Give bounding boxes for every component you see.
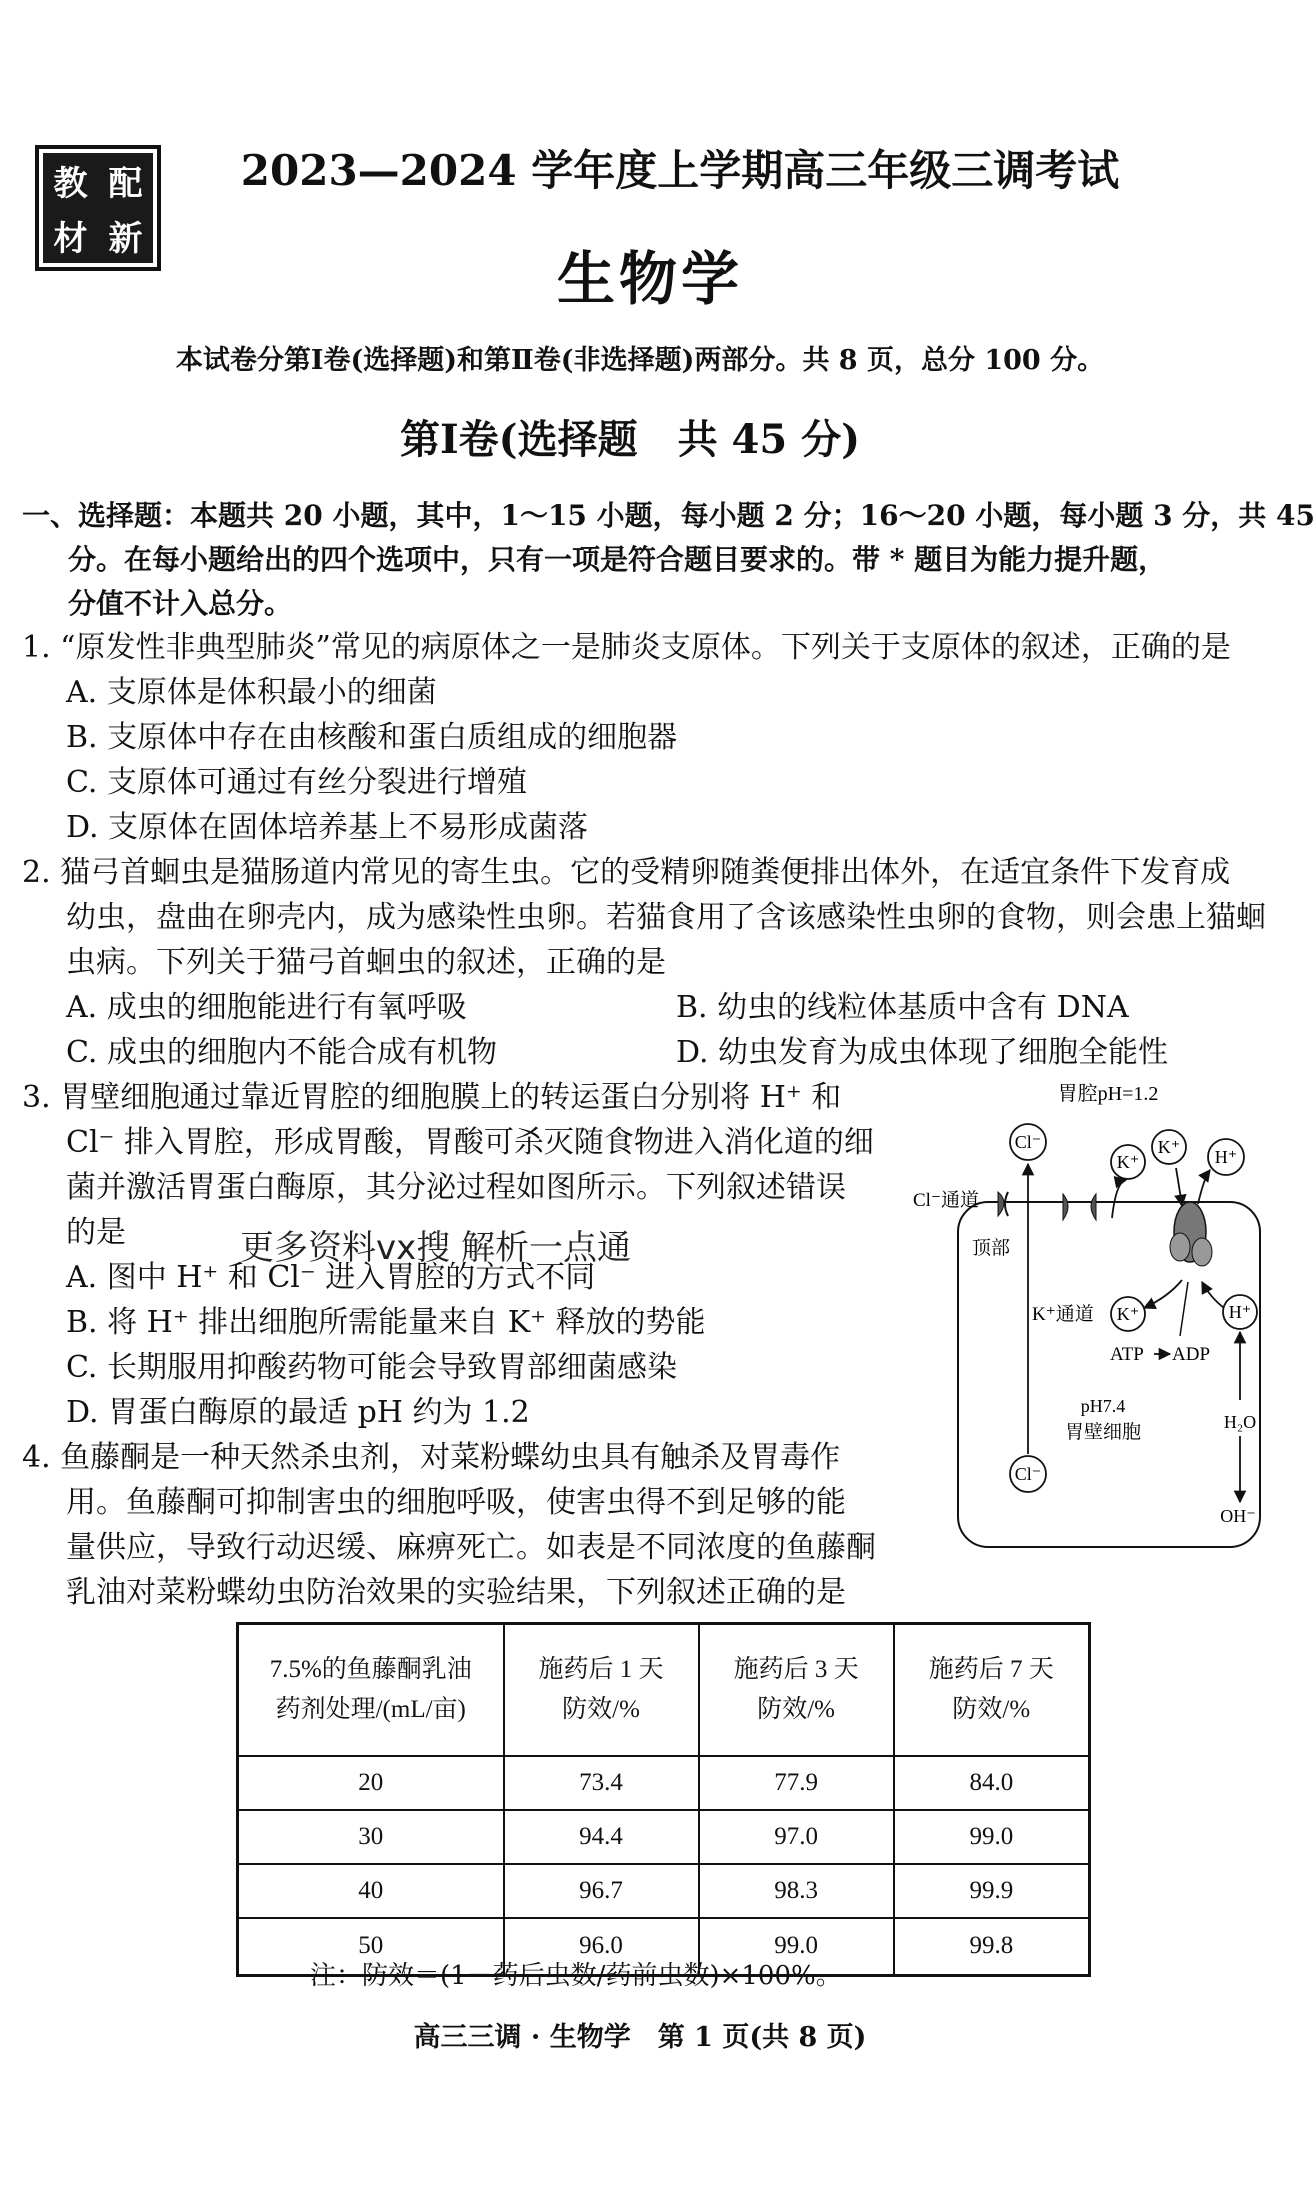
atp-label: ATP [1110, 1344, 1144, 1365]
efficacy-table [236, 1622, 1091, 1977]
k-influx-arrow [1176, 1168, 1182, 1206]
logo-char: 教 [53, 164, 88, 204]
k-ion-cell-label: K⁺ [1116, 1304, 1140, 1324]
question-2-stem: 2. 猫弓首蛔虫是猫肠道内常见的寄生虫。它的受精卵随粪便排出体外，在适宜条件下发育成 [22, 855, 1231, 890]
table-cell: 40 [238, 1864, 504, 1918]
h-ion-cell-label: H⁺ [1228, 1302, 1252, 1322]
question-1-option-b: B. 支原体中存在由核酸和蛋白质组成的细胞器 [66, 720, 678, 755]
table-cell: 99.0 [894, 1810, 1090, 1864]
apex-label: 顶部 [972, 1238, 1011, 1259]
question-3-stem: Cl⁻ 排入胃腔，形成胃酸，胃酸可杀灭随食物进入消化道的细 [66, 1125, 874, 1160]
question-2-stem: 幼虫，盘曲在卵壳内，成为感染性虫卵。若猫食用了含该感染性虫卵的食物，则会患上猫蛔 [66, 900, 1266, 935]
subject-title: 生物学 [556, 245, 743, 313]
cell-name-label: 胃壁细胞 [1064, 1422, 1142, 1443]
question-1-option-a: A. 支原体是体积最小的细菌 [66, 675, 437, 710]
k-inside-arrow [1144, 1280, 1182, 1308]
table-cell: 96.0 [504, 1918, 699, 1976]
table-cell: 99.0 [699, 1918, 894, 1976]
question-3-stem: 菌并激活胃蛋白酶原，其分泌过程如图所示。下列叙述错误 [66, 1170, 846, 1205]
table-cell: 50 [238, 1918, 504, 1976]
table-row [238, 1810, 1090, 1864]
section-title: 第Ⅰ卷(选择题 共 45 分) [399, 416, 861, 463]
question-2-option-b: B. 幼虫的线粒体基质中含有 DNA [676, 990, 1129, 1025]
k-channel [1091, 1194, 1096, 1220]
cl-ion-lumen-label: Cl⁻ [1014, 1132, 1042, 1152]
page-footer: 高三三调 · 生物学 第 1 页(共 8 页) [413, 2022, 867, 2053]
table-cell: 20 [238, 1756, 504, 1810]
h2o-label: H₂O [1223, 1412, 1257, 1432]
parietal-cell-diagram [913, 1082, 1270, 1552]
k-channel-label: K⁺通道 [1032, 1304, 1094, 1325]
question-4-stem: 乳油对菜粉蝶幼虫防治效果的实验结果，下列叙述正确的是 [66, 1575, 846, 1610]
table-header-row [238, 1624, 1090, 1756]
cell-ph-label: pH7.4 [1080, 1396, 1126, 1416]
instructions-line: 分值不计入总分。 [68, 587, 293, 620]
table-cell: 30 [238, 1810, 504, 1864]
table-cell: 99.9 [894, 1864, 1090, 1918]
cl-channel-label: Cl⁻通道 [913, 1190, 979, 1211]
question-1-option-d: D. 支原体在固体培养基上不易形成菌落 [66, 810, 589, 845]
question-4-stem: 量供应，导致行动迟缓、麻痹死亡。如表是不同浓度的鱼藤酮 [66, 1530, 876, 1565]
table-cell: 94.4 [504, 1810, 699, 1864]
question-3-option-d: D. 胃蛋白酶原的最适 pH 约为 1.2 [66, 1395, 530, 1430]
h-efflux-arrow [1198, 1170, 1210, 1204]
question-4-stem: 4. 鱼藤酮是一种天然杀虫剂，对菜粉蝶幼虫具有触杀及胃毒作 [22, 1440, 841, 1475]
watermark-text: 更多资料vx搜 解析一点通 [240, 1228, 632, 1268]
h-inside-arrow [1202, 1282, 1224, 1308]
h-ion-lumen-label: H⁺ [1214, 1147, 1238, 1167]
exam-title: 2023—2024 学年度上学期高三年级三调考试 [240, 146, 1120, 195]
table-cell: 96.7 [504, 1864, 699, 1918]
question-3-option-a: A. 图中 H⁺ 和 Cl⁻ 进入胃腔的方式不同 [66, 1260, 596, 1295]
question-3-option-b: B. 将 H⁺ 排出细胞所需能量来自 K⁺ 释放的势能 [66, 1305, 706, 1340]
paper-intro: 本试卷分第Ⅰ卷(选择题)和第Ⅱ卷(非选择题)两部分。共 8 页，总分 100 分。 [175, 345, 1105, 376]
logo-char: 配 [108, 164, 143, 204]
table-cell: 99.8 [894, 1918, 1090, 1976]
lumen-ph-label: 胃腔pH=1.2 [1057, 1083, 1159, 1105]
instructions-line: 分。在每小题给出的四个选项中，只有一项是符合题目要求的。带 * 题目为能力提升题， [68, 543, 1167, 576]
cl-channel [998, 1192, 1004, 1216]
cl-ion-cell-label: Cl⁻ [1014, 1464, 1042, 1484]
k-ion-lumen-label: K⁺ [1116, 1152, 1140, 1172]
k-efflux-arrow [1112, 1180, 1126, 1218]
question-2-stem: 虫病。下列关于猫弓首蛔虫的叙述，正确的是 [66, 945, 666, 980]
question-2-option-d: D. 幼虫发育为成虫体现了细胞全能性 [676, 1035, 1169, 1070]
table-header-cell: 施药后 1 天 防效/% [504, 1624, 699, 1756]
table-cell: 98.3 [699, 1864, 894, 1918]
question-2-option-c: C. 成虫的细胞内不能合成有机物 [66, 1035, 497, 1070]
question-3-stem: 的是 [66, 1215, 126, 1250]
table-cell: 84.0 [894, 1756, 1090, 1810]
logo-char: 新 [108, 219, 143, 259]
oh-label: OH⁻ [1220, 1506, 1256, 1526]
k-ion-lumen-label: K⁺ [1157, 1137, 1181, 1157]
table-note: 注：防效＝(1－药后虫数/药前虫数)×100%。 [310, 1961, 842, 1991]
instructions-line: 一、选择题：本题共 20 小题，其中，1～15 小题，每小题 2 分；16～20 小题，每小题 3 分，共 45 [22, 499, 1315, 532]
question-3-stem: 3. 胃壁细胞通过靠近胃腔的细胞膜上的转运蛋白分别将 H⁺ 和 [22, 1080, 842, 1115]
table-header-cell: 7.5%的鱼藤酮乳油 药剂处理/(mL/亩) [238, 1624, 504, 1756]
table-cell: 97.0 [699, 1810, 894, 1864]
k-channel [1063, 1194, 1068, 1220]
table-row [238, 1756, 1090, 1810]
table-header-cell: 施药后 7 天 防效/% [894, 1624, 1090, 1756]
table-cell: 77.9 [699, 1756, 894, 1810]
question-3-option-c: C. 长期服用抑酸药物可能会导致胃部细菌感染 [66, 1350, 677, 1385]
table-cell: 73.4 [504, 1756, 699, 1810]
question-4-stem: 用。鱼藤酮可抑制害虫的细胞呼吸，使害虫得不到足够的能 [66, 1485, 846, 1520]
question-2-option-a: A. 成虫的细胞能进行有氧呼吸 [66, 990, 467, 1025]
logo-char: 材 [53, 219, 88, 259]
table-row [238, 1864, 1090, 1918]
question-1-stem: 1. “原发性非典型肺炎”常见的病原体之一是肺炎支原体。下列关于支原体的叙述，正确的是 [22, 630, 1231, 665]
question-1-option-c: C. 支原体可通过有丝分裂进行增殖 [66, 765, 527, 800]
table-header-cell: 施药后 3 天 防效/% [699, 1624, 894, 1756]
adp-label: ADP [1172, 1344, 1211, 1365]
